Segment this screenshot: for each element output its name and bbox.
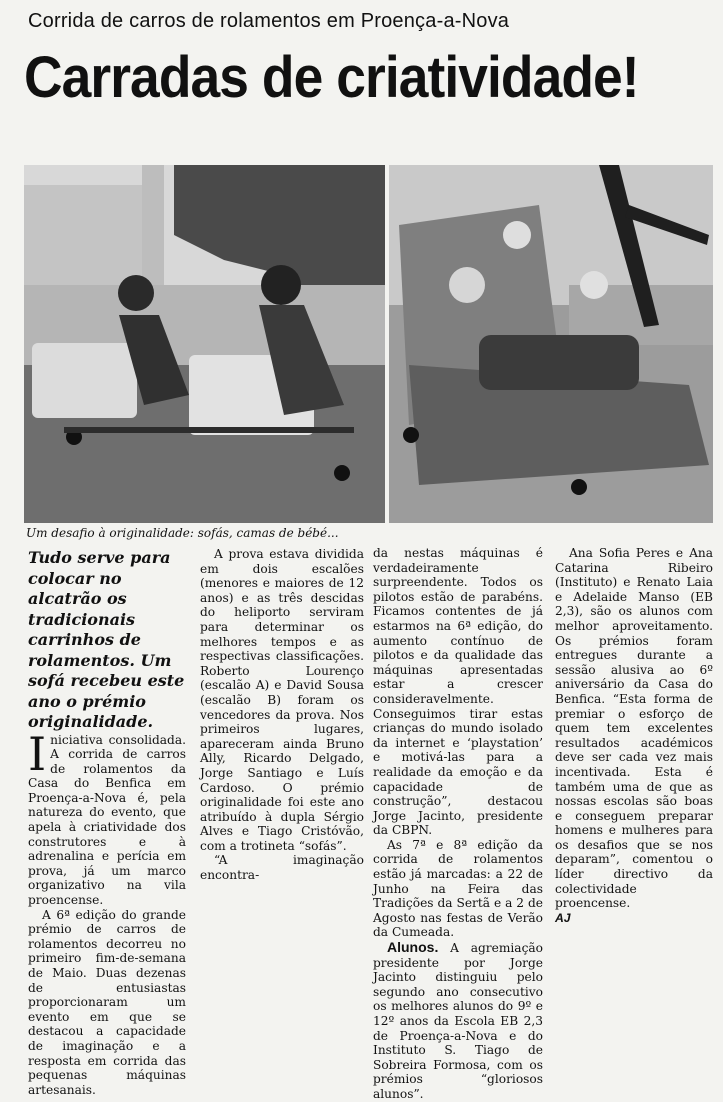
signature: AJ	[555, 910, 571, 925]
photo-soapbox-sofa-race	[24, 165, 385, 523]
paragraph-continued-spacer	[200, 535, 364, 547]
kicker: Corrida de carros de rolamentos em Proença-a-Nova	[28, 10, 510, 32]
column-1	[28, 548, 186, 1097]
lead-paragraph: Tudo serve para colocar no alcatrão os tradicionais carrinhos de rolamentos. Um sofá recebeu este ano o prémio originalidade.	[28, 548, 185, 731]
headline: Carradas de criatividade!	[24, 45, 639, 110]
paragraph-alunos-text: A agremiação presidente por Jorge Jacinto distinguiu pelo segundo ano consecutivo os melhores alunos do 9º e 12º anos da Escola EB 2,3 de Proença-a-Nova e do Instituto S. Tiago de Sobreira Formosa, com os prémios “gloriosos alunos”.	[373, 941, 543, 1101]
paragraph-intro	[28, 726, 186, 908]
drop-cap: I	[28, 726, 47, 781]
photo-caption: Um desafio à originalidade: sofás, camas de bébé...	[26, 526, 339, 540]
column-3	[373, 546, 543, 1102]
paragraph-quote-cont: da nestas máquinas é verdadeiramente surpreendente. Todos os pilotos estão de parabéns. Ficamos contentes de já estarmos na 6ª edição, do aumento contínuo de pilotos e da qualidade das máquinas apresentadas estar a crescer consideravelmente. Conseguimos tirar estas crianças do mundo isolado da internet e ‘playstation’ e motivá-las para a realidade da emoção e da capacidade de construção”, destacou Jorge Jacinto, presidente da CBPN.	[373, 546, 543, 838]
paragraph-alunos	[373, 940, 543, 1102]
paragraph-edition: A 6ª edição do grande prémio de carros de rolamentos decorreu no primeiro fim-de-semana de Maio. Duas dezenas de entusiastas proporcionaram um evento em que se destacou a capacidade de imaginação e a resposta em corrida das pequenas máquinas artesanais.	[28, 907, 186, 1097]
paragraph-intro-text: niciativa consolidada. A corrida de carros de rolamentos da Casa do Benfica em Proença-a-Nova é, pela natureza do evento, que apela à criatividade dos construtores e à adrenalina e perícia em prova, já um marco organizativo na vila proencense.	[28, 732, 186, 908]
section-lead-alunos: Alunos.	[387, 939, 439, 956]
paragraph-next-editions: As 7ª e 8ª edição da corrida de rolamentos estão já marcadas: a 22 de Junho na Feira das Tradições da Sertã e a 2 de Agosto nas festas de Verão da Cumeada.	[373, 837, 543, 940]
photo-sofa-kart	[389, 165, 713, 523]
column-2	[200, 535, 364, 883]
paragraph-students: Ana Sofia Peres e Ana Catarina Ribeiro (Instituto) e Renato Laia e Adelaide Manso (EB 2,3), são os alunos com melhor aproveitamento. Os prémios foram entregues durante a sessão alusiva ao 6º aniversário da Casa do Benfica. “Esta forma de premiar o esforço de quem tem excelentes resultados académicos deve ser cada vez mais incentivada. Esta é também uma de que as nossas escolas são boas e conseguem preparar homens e mulheres para os desafios que se nos deparam”, comentou o líder directivo da colectividade proencense.	[555, 546, 713, 911]
paragraph-quote-start: “A imaginação encontra-	[200, 853, 364, 883]
column-4	[555, 546, 713, 925]
paragraph-results: A prova estava dividida em dois escalões (menores e maiores de 12 anos) e as três descidas do heliporto serviram para determinar os melhores tempos e as respectivas classificações. Roberto Lourenço (escalão A) e David Sousa (escalão B) foram os vencedores da prova. Nos primeiros lugares, apareceram ainda Bruno Ally, Ricardo Delgado, Jorge Santiago e Luís Cardoso. O prémio originalidade foi este ano atribuído à dupla Sérgio Alves e Tiago Cristóvão, com a trotineta “sofás”.	[200, 547, 364, 853]
